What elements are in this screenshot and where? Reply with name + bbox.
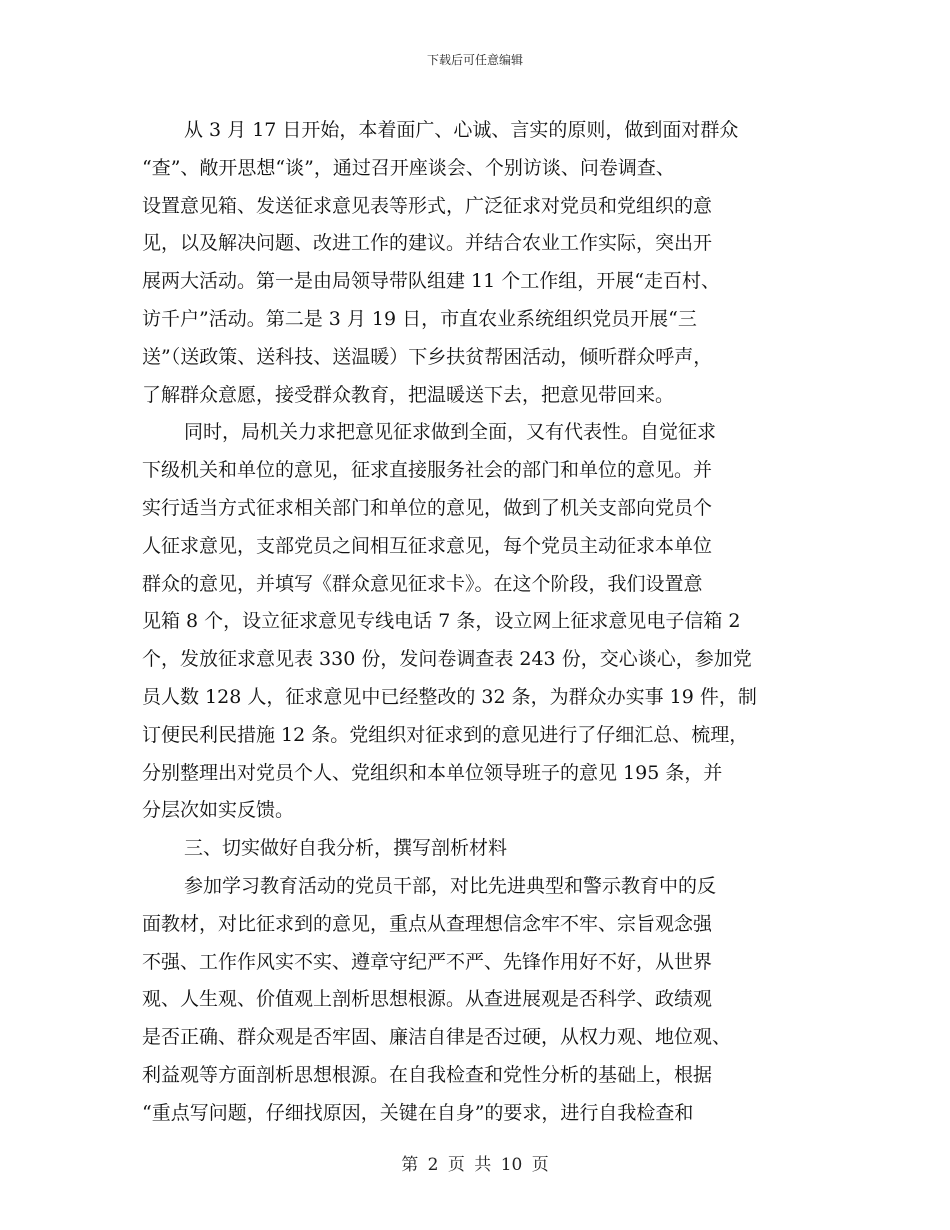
text-line: 见箱 8 个，设立征求意见专线电话 7 条，设立网上征求意见电子信箱 2 <box>142 610 741 633</box>
text-line: 观、人生观、价值观上剖析思想根源。从查进展观是否科学、政绩观 <box>142 988 713 1011</box>
text-line: 下级机关和单位的意见，征求直接服务社会的部门和单位的意见。并 <box>142 459 713 482</box>
text-line: 展两大活动。第一是由局领导带队组建 11 个工作组，开展“走百村、 <box>142 270 720 293</box>
page-header-note: 下载后可任意编辑 <box>426 53 523 67</box>
text-line: 了解群众意愿，接受群众教育，把温暖送下去，把意见带回来。 <box>142 383 675 406</box>
text-line: 设置意见箱、发送征求意见表等形式，广泛征求对党员和党组织的意 <box>142 194 713 217</box>
text-line: 是否正确、群众观是否牢固、廉洁自律是否过硬，从权力观、地位观、 <box>142 1026 732 1049</box>
text-line: 不强、工作作风实不实、遵章守纪严不严、先锋作用好不好，从世界 <box>142 950 713 973</box>
text-line: 同时，局机关力求把意见征求做到全面，又有代表性。自觉征求 <box>184 421 717 444</box>
text-line: 订便民利民措施 12 条。党组织对征求到的意见进行了仔细汇总、梳理， <box>142 723 749 746</box>
text-line: 人征求意见，支部党员之间相互征求意见，每个党员主动征求本单位 <box>142 534 713 557</box>
text-line: 利益观等方面剖析思想根源。在自我检查和党性分析的基础上，根据 <box>142 1063 713 1086</box>
section-heading: 三、切实做好自我分析，撰写剖析材料 <box>184 837 508 860</box>
text-line: 访千户”活动。第二是 3 月 19 日，市直农业系统组织党员开展“三 <box>142 307 697 330</box>
text-line: 个，发放征求意见表 330 份，发问卷调查表 243 份，交心谈心，参加党 <box>142 648 752 671</box>
text-line: 员人数 128 人，征求意见中已经整改的 32 条，为群众办实事 19 件，制 <box>142 685 757 708</box>
text-line: 分别整理出对党员个人、党组织和本单位领导班子的意见 195 条，并 <box>142 761 723 784</box>
text-line: 面教材，对比征求到的意见，重点从查理想信念牢不牢、宗旨观念强 <box>142 912 713 935</box>
text-line: 群众的意见，并填写《群众意见征求卡》。在这个阶段，我们设置意 <box>142 572 703 595</box>
text-line: 见，以及解决问题、改进工作的建议。并结合农业工作实际，突出开 <box>142 232 713 255</box>
text-line: 参加学习教育活动的党员干部，对比先进典型和警示教育中的反 <box>184 874 717 897</box>
text-line: “重点写问题，仔细找原因，关键在自身”的要求，进行自我检查和 <box>142 1101 694 1124</box>
document-body <box>142 112 810 1133</box>
text-line: “查”、敞开思想“谈”，通过召开座谈会、个别访谈、问卷调查、 <box>142 156 675 179</box>
text-line: 送”（送政策、送科技、送温暖）下乡扶贫帮困活动，倾听群众呼声， <box>142 345 713 368</box>
text-line: 从 3 月 17 日开始，本着面广、心诚、言实的原则，做到面对群众 <box>184 119 739 141</box>
page-number-footer: 第 2 页 共 10 页 <box>401 1155 549 1175</box>
text-line: 分层次如实反馈。 <box>142 799 295 822</box>
text-line: 实行适当方式征求相关部门和单位的意见，做到了机关支部向党员个 <box>142 496 713 519</box>
